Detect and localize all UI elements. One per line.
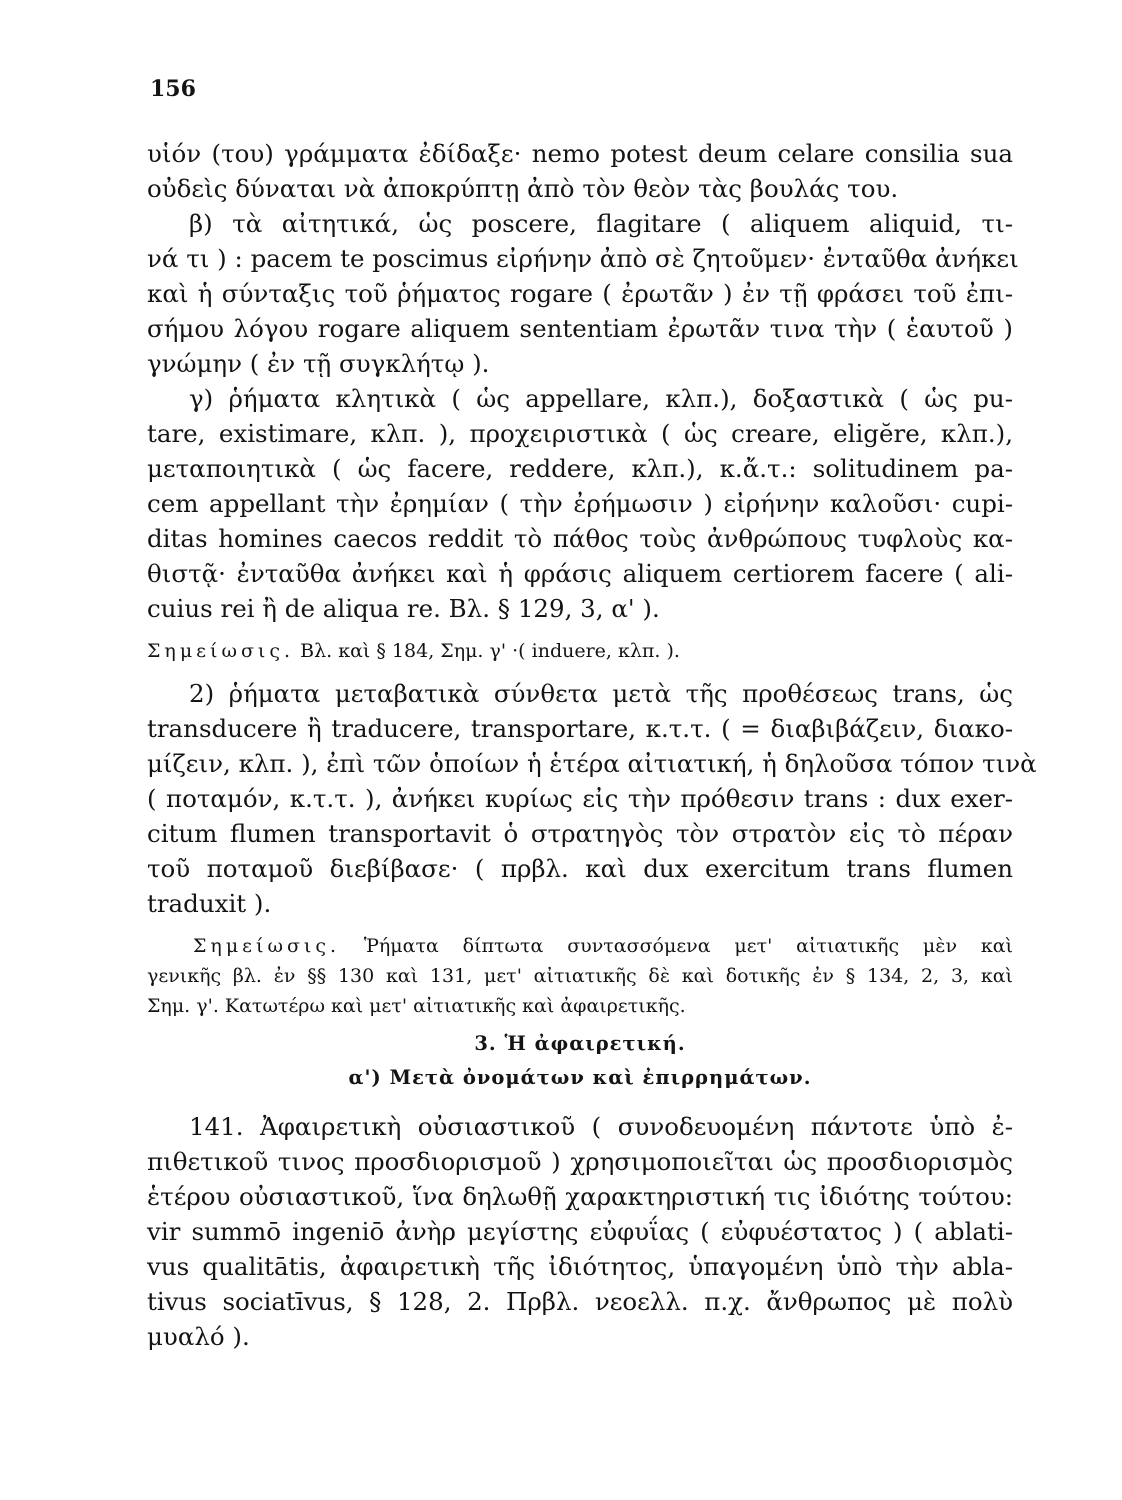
paragraph-intro (147, 136, 1013, 206)
paragraph-2 (147, 676, 1037, 921)
text-line: vus qualitātis, ἀφαιρετικὴ τῆς ἰδιότητος, ὑπαγομένη ὑπὸ τὴν abla- (147, 1252, 1013, 1281)
subsection-heading: α') Μετὰ ὀνομάτων καὶ ἐπιρρημάτων. (348, 1066, 812, 1089)
page-number: 156 (150, 76, 196, 102)
text-line: μυαλό ). (147, 1322, 250, 1351)
text-line: cem appellant τὴν ἐρημίαν ( τὴν ἐρήμωσιν ) εἰρήνην καλοῦσι· cupi- (147, 489, 1013, 518)
text-line: 141. Ἀφαιρετικὴ οὐσιαστικοῦ ( συνοδευομένη πάντοτε ὑπὸ ἐ- (189, 1112, 1013, 1141)
note-line: Σημ. γ'. Κατωτέρω καὶ μετ' αἰτιατικῆς καὶ ἀφαιρετικῆς. (147, 995, 686, 1017)
text-line: vir summō ingeniō ἀνὴρ μεγίστης εὐφυΐας ( εὐφυέστατος ) ( ablati- (147, 1217, 1013, 1246)
paragraph-gamma (147, 381, 1013, 626)
text-line: 2) ῥήματα μεταβατικὰ σύνθετα μετὰ τῆς προθέσεως trans, ὡς (189, 679, 1013, 708)
text-line: traduxit ). (147, 889, 272, 918)
text-line: πιθετικοῦ τινος προσδιορισμοῦ ) χρησιμοποιεῖται ὡς προσδιορισμὸς (147, 1147, 1013, 1176)
text-line: μίζειν, κλπ. ), ἐπὶ τῶν ὁποίων ἡ ἑτέρα αἰτιατική, ἡ δηλοῦσα τόπον τινὰ (147, 749, 1037, 778)
text-line: cuius rei ἢ de aliqua re. Βλ. § 129, 3, α' ). (147, 594, 660, 623)
text-line: τοῦ ποταμοῦ διεβίβασε· ( πρβλ. καὶ dux exercitum trans flumen (147, 854, 1013, 883)
text-line: citum flumen transportavit ὁ στρατηγὸς τὸν στρατὸν εἰς τὸ πέραν (147, 819, 1013, 848)
note-text: Βλ. καὶ § 184, Σημ. γ' ·( induere, κλπ. ). (300, 640, 680, 662)
section-heading: 3. Ἡ ἀφαιρετική. (474, 1032, 686, 1055)
text-line: ( ποταμόν, κ.τ.τ. ), ἀνήκει κυρίως εἰς τὴν πρόθεσιν trans : dux exer- (147, 784, 1013, 813)
text-line: ἑτέρου οὐσιαστικοῦ, ἵνα δηλωθῇ χαρακτηριστική τις ἰδιότης τούτου: (147, 1182, 1013, 1211)
text-line: β) τὰ αἰτητικά, ὡς poscere, flagitare ( aliquem aliquid, τι- (189, 209, 1013, 238)
text-line: γνώμην ( ἐν τῇ συγκλήτῳ ). (147, 349, 490, 378)
text-line: transducere ἢ traducere, transportare, κ.τ.τ. ( = διαβιβάζειν, διακο- (147, 714, 1013, 743)
text-line: θιστᾷ· ἐνταῦθα ἀνήκει καὶ ἡ φράσις aliquem certiorem facere ( ali- (147, 559, 1013, 588)
text-line: tivus sociatīvus, § 128, 2. Πρβλ. νεοελλ. π.χ. ἄνθρωπος μὲ πολὺ (147, 1287, 1013, 1316)
text-line: οὐδεὶς δύναται νὰ ἀποκρύπτῃ ἀπὸ τὸν θεὸν τὰς βουλάς του. (147, 174, 899, 203)
note-1 (147, 636, 1013, 666)
paragraph-141 (147, 1109, 1013, 1354)
note-2 (147, 931, 1013, 1021)
text-line: ditas homines caecos reddit τὸ πάθος τοὺς ἀνθρώπους τυφλοὺς κα- (147, 524, 1013, 553)
note-label: Σημείωσις. (147, 640, 295, 662)
text-body (147, 136, 1037, 1354)
text-line: tare, existimare, κλπ. ), προχειριστικὰ ( ὡς creare, eligĕre, κλπ.), (147, 419, 1013, 448)
text-line: γ) ῥήματα κλητικὰ ( ὡς appellare, κλπ.), δοξαστικὰ ( ὡς pu- (189, 384, 1013, 413)
text-line: νά τι ) : pacem te poscimus εἰρήνην ἀπὸ σὲ ζητοῦμεν· ἐνταῦθα ἀνήκει (147, 244, 1019, 273)
text-line: καὶ ἡ σύνταξις τοῦ ῥήματος rogare ( ἐρωτᾶν ) ἐν τῇ φράσει τοῦ ἐπι- (147, 279, 1013, 308)
text-line: μεταποιητικὰ ( ὡς facere, reddere, κλπ.), κ.ἄ.τ.: solitudinem pa- (147, 454, 1013, 483)
note-line: γενικῆς βλ. ἐν §§ 130 καὶ 131, μετ' αἰτιατικῆς δὲ καὶ δοτικῆς ἐν § 134, 2, 3, καὶ (147, 965, 1013, 987)
note-text: Ῥήματα δίπτωτα συντασσόμενα μετ' αἰτιατικῆς μὲν καὶ (363, 935, 1013, 957)
paragraph-beta (147, 206, 1019, 381)
text-line: σήμου λόγου rogare aliquem sententiam ἐρωτᾶν τινα τὴν ( ἑαυτοῦ ) (147, 314, 1013, 343)
text-line: υἱόν (του) γράμματα ἐδίδαξε· nemo potest deum celare consilia sua (147, 139, 1013, 168)
note-label: Σημείωσις. (193, 935, 341, 957)
